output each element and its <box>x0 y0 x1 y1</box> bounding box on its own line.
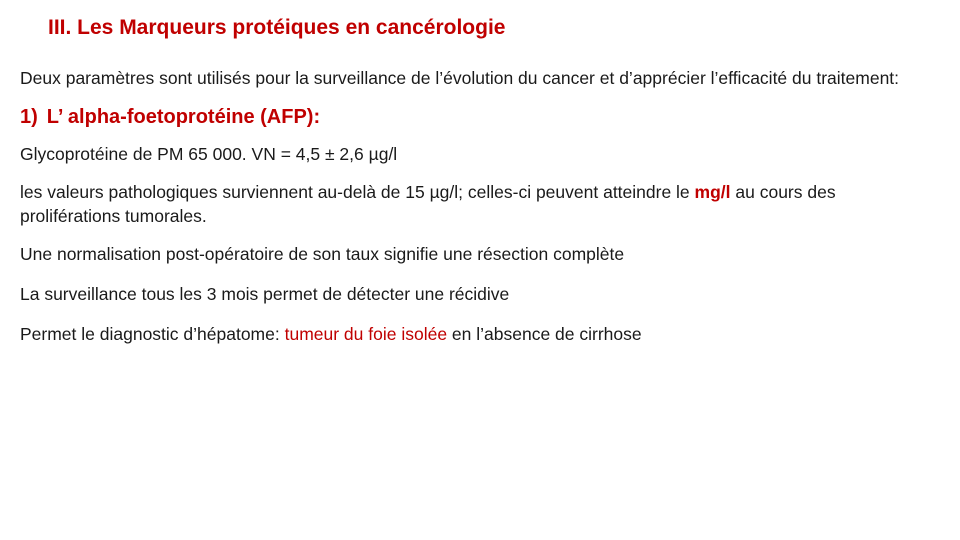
intro-paragraph: Deux paramètres sont utilisés pour la surveillance de l’évolution du cancer et d’apprécier l’efficacité du traitement: <box>20 68 900 88</box>
normalisation-paragraph: Une normalisation post-opératoire de son taux signifie une résection complète <box>20 244 625 264</box>
values-text-before: les valeurs pathologiques surviennent au-delà de 15 µg/l; celles-ci peuvent atteindre le <box>20 182 695 202</box>
pathological-values-paragraph <box>20 180 940 228</box>
section-number: 1) <box>20 106 38 128</box>
section-heading <box>20 104 940 130</box>
values-highlight: mg/l <box>694 182 731 202</box>
section-heading-text: L’ alpha-foetoprotéine (AFP): <box>46 106 321 128</box>
glycoprotein-paragraph: Glycoprotéine de PM 65 000. VN = 4,5 ± 2,6 µg/l <box>20 144 398 164</box>
surveillance-paragraph: La surveillance tous les 3 mois permet de détecter une récidive <box>20 284 510 304</box>
values-text-after: au cours des proliférations tumorales. <box>20 182 836 226</box>
diagnostic-text-after: en l’absence de cirrhose <box>447 324 642 344</box>
slide-body <box>20 66 940 346</box>
diagnostic-highlight: tumeur du foie isolée <box>284 324 448 344</box>
diagnostic-paragraph <box>20 322 940 346</box>
slide-title: III. Les Marqueurs protéiques en cancérologie <box>48 16 506 39</box>
diagnostic-text-before: Permet le diagnostic d’hépatome: <box>20 324 285 344</box>
